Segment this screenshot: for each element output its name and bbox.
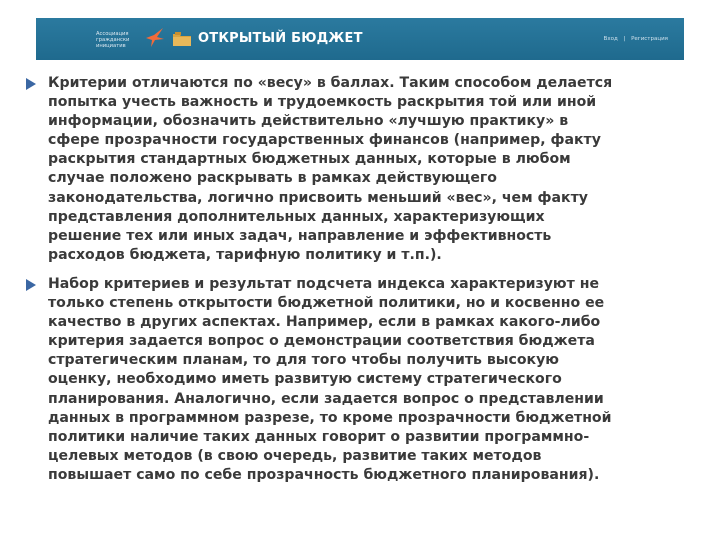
header-banner: [36, 18, 684, 60]
text-line: решение тех или иных задач, направление и эффективность: [48, 227, 552, 244]
text-line: представления дополнительных данных, характеризующих: [48, 208, 545, 225]
text-line: законодательства, логично присвоить меньший «вес», чем факту: [48, 189, 588, 206]
site-title: ОТКРЫТЫЙ БЮДЖЕТ: [198, 31, 363, 46]
text-line: случае положено раскрывать в рамках действующего: [48, 170, 497, 187]
text-line: данных в программном разрезе, то кроме прозрачности бюджетной: [48, 409, 612, 426]
text-line: качество в других аспектах. Например, если в рамках какого-либо: [48, 314, 601, 331]
triangle-bullet-icon: [26, 78, 36, 90]
bullet-paragraph: [26, 74, 698, 265]
header-links: [602, 36, 670, 42]
logo-line: граждански: [96, 37, 130, 43]
text-line: целевых методов (в свою очередь, развитие таких методов: [48, 447, 542, 464]
text-line: повышает само по себе прозрачность бюджетного планирования).: [48, 466, 600, 483]
text-line: политики наличие таких данных говорит о развитии программно-: [48, 428, 590, 445]
text-line: сфере прозрачности государственных финансов (например, факту: [48, 132, 601, 149]
logo-line: Ассоциация: [96, 31, 129, 37]
link-separator: |: [623, 36, 626, 42]
slide-content: [26, 74, 698, 495]
text-line: информации, обозначить действительно «лучшую практику» в: [48, 113, 569, 130]
bullet-paragraph: [26, 275, 698, 485]
paragraph-text: [48, 74, 698, 265]
text-line: Критерии отличаются по «весу» в баллах. Таким способом делается: [48, 75, 613, 91]
register-link[interactable]: Регистрация: [631, 36, 668, 42]
triangle-bullet-icon: [26, 279, 36, 291]
text-line: Набор критериев и результат подсчета индекса характеризуют не: [48, 275, 599, 292]
paragraph-text: [48, 275, 698, 485]
text-line: стратегическим планам, то для того чтобы получить высокую: [48, 352, 560, 369]
text-line: попытка учесть важность и трудоемкость раскрытия той или иной: [48, 94, 597, 111]
text-line: критерия задается вопрос о демонстрации соответствия бюджета: [48, 333, 595, 350]
text-line: планирования. Аналогично, если задается вопрос о представлении: [48, 390, 604, 407]
logo-line: инициатив: [96, 43, 126, 49]
login-link[interactable]: Вход: [603, 36, 618, 42]
text-line: только степень открытости бюджетной политики, но и косвенно ее: [48, 295, 605, 312]
text-line: расходов бюджета, тарифную политику и т.п.).: [48, 246, 442, 263]
folder-icon: [172, 31, 192, 47]
bird-logo-icon: [144, 26, 166, 48]
text-line: оценку, необходимо иметь развитую систему стратегического: [48, 371, 562, 388]
text-line: раскрытия стандартных бюджетных данных, которые в любом: [48, 151, 571, 168]
